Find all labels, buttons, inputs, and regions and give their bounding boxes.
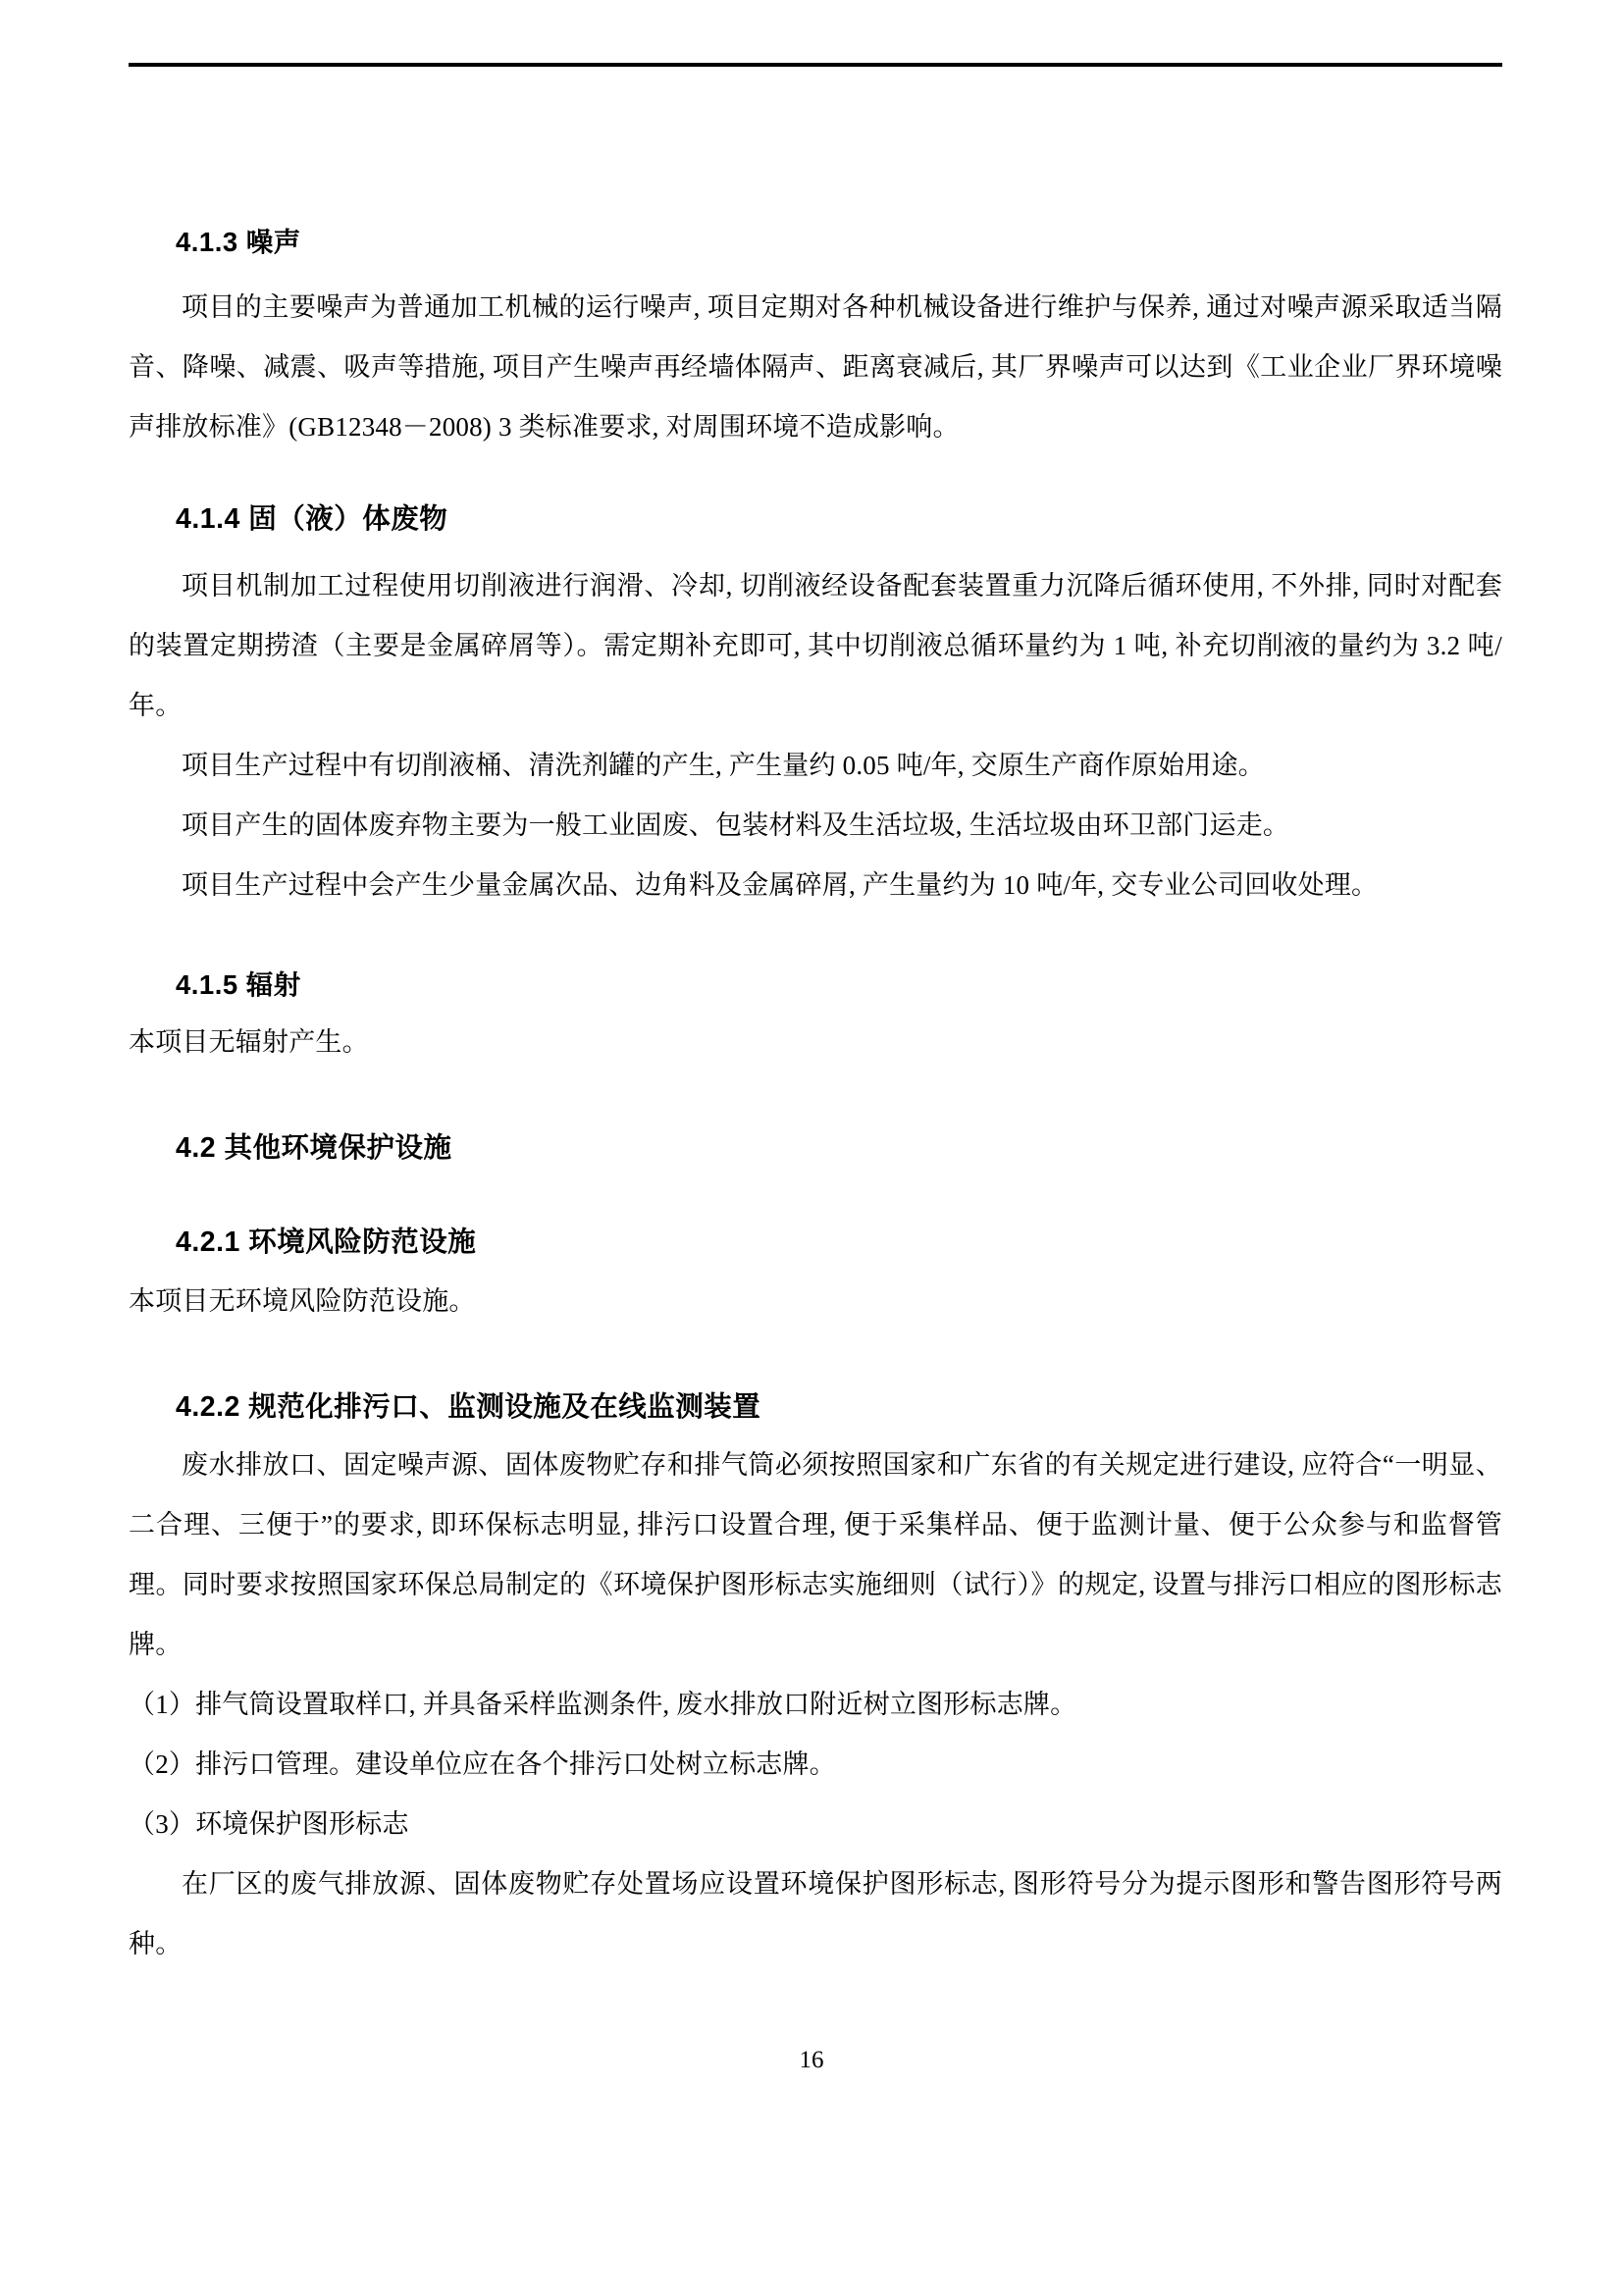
- spacer: [129, 1072, 1502, 1129]
- heading-radiation: 4.1.5 辐射: [176, 968, 301, 1000]
- spacer: [129, 539, 1502, 556]
- paragraph-general-solid-waste: 项目产生的固体废弃物主要为一般工业固废、包装材料及生活垃圾, 生活垃圾由环卫部门运走。: [182, 809, 1290, 840]
- spacer: [129, 457, 1502, 500]
- list-item-1: （1）排气筒设置取样口, 并具备采样监测条件, 废水排放口附近树立图形标志牌。: [129, 1690, 1077, 1720]
- spacer: [129, 1331, 1502, 1388]
- spacer: [129, 1262, 1502, 1272]
- document-body: [129, 224, 1502, 1974]
- paragraph-cutting-fluid: 项目机制加工过程使用切削液进行润滑、冷却, 切削液经设备配套装置重力沉降后循环使用, 不外排, 同时对配套的装置定期捞渣（主要是金属碎屑等）。需定期补充即可, 其中切削液总循环量约为 1 吨, 补充切削液的量约为 3.2 吨/年。: [129, 570, 1502, 720]
- list-item-3: （3）环境保护图形标志: [129, 1809, 409, 1840]
- paragraph-risk-prevention: 本项目无环境风险防范设施。: [129, 1285, 476, 1316]
- paragraph-metal-scrap: 项目生产过程中会产生少量金属次品、边角料及金属碎屑, 产生量约为 10 吨/年, 交专业公司回收处理。: [182, 869, 1379, 900]
- heading-solid-waste: 4.1.4 固（液）体废物: [176, 503, 448, 536]
- header-rule: [129, 63, 1502, 67]
- paragraph-cutting-fluid-containers: 项目生产过程中有切削液桶、清洗剂罐的产生, 产生量约 0.05 吨/年, 交原生产商作原始用途。: [182, 750, 1265, 780]
- heading-risk-prevention: 4.2.1 环境风险防范设施: [176, 1226, 477, 1259]
- paragraph-discharge-requirements: 废水排放口、固定噪声源、固体废物贮存和排气筒必须按照国家和广东省的有关规定进行建设, 应符合“一明显、二合理、三便于”的要求, 即环保标志明显, 排污口设置合理, 便于采集样品、便于监测计量、便于公众参与和监督管理。同时要求按照国家环保总局制定的《环境保护图形标志实施细则（试行）》的规定, 设置与排污口相应的图形标志牌。: [129, 1450, 1502, 1660]
- heading-other-facilities: 4.2 其他环境保护设施: [176, 1131, 452, 1164]
- paragraph-graphic-signs: 在厂区的废气排放源、固体废物贮存处置场应设置环境保护图形标志, 图形符号分为提示图形和警告图形符号两种。: [129, 1869, 1502, 1959]
- heading-discharge-outlet: 4.2.2 规范化排污口、监测设施及在线监测装置: [176, 1390, 761, 1423]
- spacer: [129, 260, 1502, 278]
- heading-noise: 4.1.3 噪声: [176, 227, 301, 257]
- page-number: 16: [799, 2047, 824, 2073]
- list-item-2: （2）排污口管理。建设单位应在各个排污口处树立标志牌。: [129, 1749, 836, 1780]
- spacer: [129, 1167, 1502, 1224]
- paragraph-radiation: 本项目无辐射产生。: [129, 1026, 369, 1057]
- paragraph-noise: 项目的主要噪声为普通加工机械的运行噪声, 项目定期对各种机械设备进行维护与保养, 通过对噪声源采取适当隔音、降噪、减震、吸声等措施, 项目产生噪声再经墙体隔声、距离衰减后, 其厂界噪声可以达到《工业企业厂界环境噪声排放标准》(GB12348－2008) 3 类标准要求, 对周围环境不造成影响。: [129, 292, 1502, 443]
- spacer: [129, 1003, 1502, 1013]
- spacer: [129, 915, 1502, 966]
- spacer: [129, 1426, 1502, 1435]
